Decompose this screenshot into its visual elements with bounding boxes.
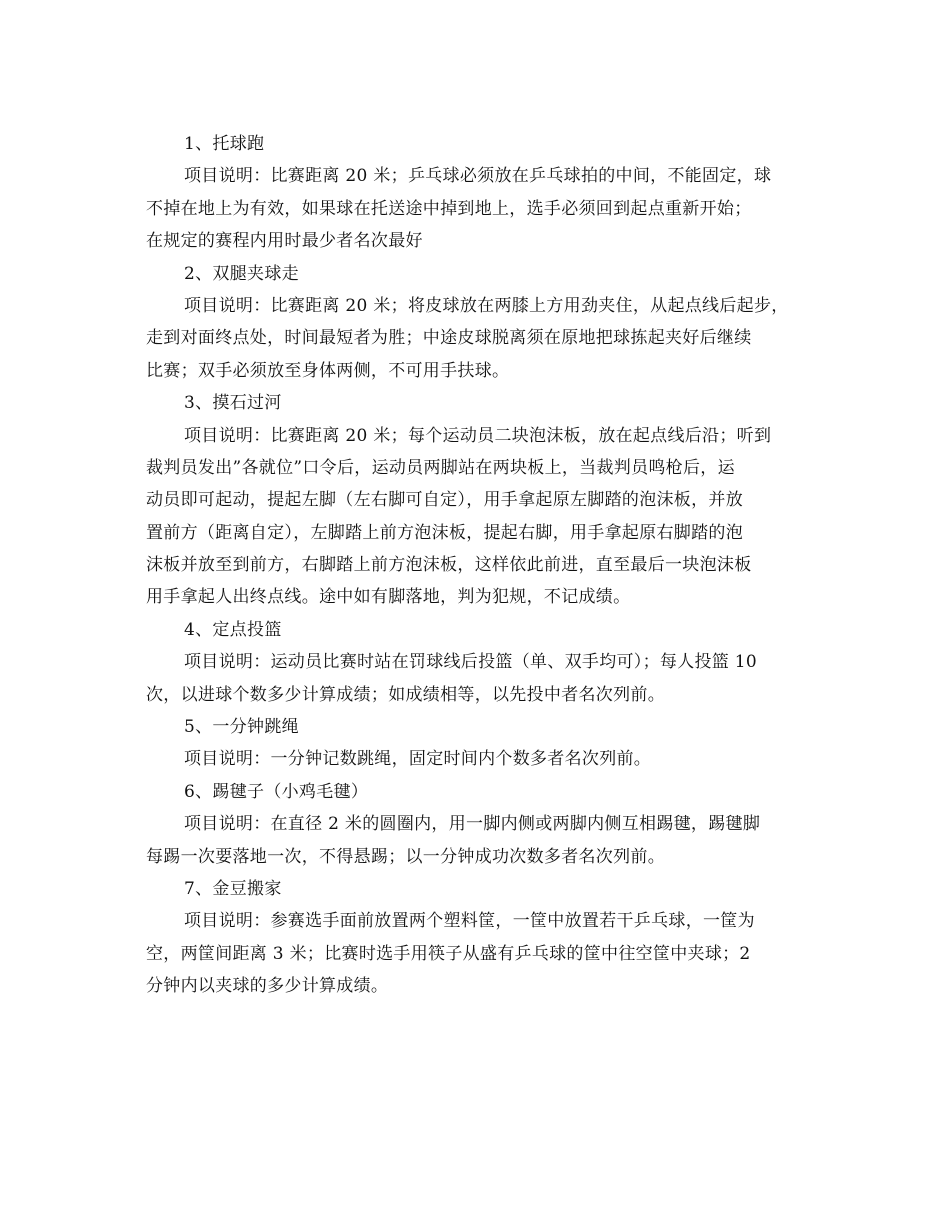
paragraph-line: 每踢一次要落地一次，不得悬踢；以一分钟成功次数多者名次列前。: [146, 846, 665, 867]
paragraph-line: 比赛；双手必须放至身体两侧，不可用手扶球。: [146, 360, 510, 381]
section-heading: 1、托球跑: [184, 134, 265, 154]
paragraph-line: 不掉在地上为有效，如果球在托送途中掉到地上，选手必须回到起点重新开始；: [146, 198, 752, 219]
paragraph-line: 置前方（距离自定），左脚踏上前方泡沫板，提起右脚，用手拿起原右脚踏的泡: [146, 522, 743, 543]
paragraph-line: 空，两筐间距离 3 米；比赛时选手用筷子从盛有乒乓球的筐中往空筐中夹球；2: [146, 943, 751, 964]
paragraph-line: 项目说明：参赛选手面前放置两个塑料筐，一筐中放置若干乒乓球，一筐为: [184, 911, 755, 932]
paragraph-line: 次，以进球个数多少计算成绩；如成绩相等，以先投中者名次列前。: [146, 684, 665, 705]
document-body: [146, 128, 808, 1003]
paragraph-line: 项目说明：比赛距离 20 米；将皮球放在两膝上方用劲夹住，从起点线后起步，: [184, 295, 789, 316]
section-heading: 5、一分钟跳绳: [184, 717, 299, 738]
section-heading: 6、踢毽子（小鸡毛毽）: [184, 781, 369, 802]
section-heading: 4、定点投篮: [184, 619, 282, 640]
section-heading: 3、摸石过河: [184, 393, 282, 414]
section-heading: 2、双腿夹球走: [184, 263, 299, 284]
paragraph-line: 在规定的赛程内用时最少者名次最好: [146, 231, 423, 252]
paragraph-line: 项目说明：比赛距离 20 米；每个运动员二块泡沫板，放在起点线后沿；听到: [184, 425, 772, 446]
paragraph-line: 走到对面终点处，时间最短者为胜；中途皮球脱离须在原地把球拣起夹好后继续: [146, 328, 752, 349]
paragraph-line: 项目说明：运动员比赛时站在罚球线后投篮（单、双手均可）；每人投篮 10: [184, 652, 758, 673]
paragraph-line: 项目说明：比赛距离 20 米；乒乓球必须放在乒乓球拍的中间，不能固定，球: [184, 166, 772, 187]
paragraph-line: 裁判员发出”各就位”口令后，运动员两脚站在两块板上，当裁判员鸣枪后，运: [146, 457, 735, 478]
paragraph-line: 动员即可起动，提起左脚（左右脚可自定），用手拿起原左脚踏的泡沫板，并放: [146, 490, 743, 511]
paragraph-line: 项目说明：一分钟记数跳绳，固定时间内个数多者名次列前。: [184, 749, 652, 770]
paragraph-line: 分钟内以夹球的多少计算成绩。: [146, 976, 389, 997]
section-heading: 7、金豆搬家: [184, 878, 282, 899]
paragraph-line: 项目说明：在直径 2 米的圆圈内，用一脚内侧或两脚内侧互相踢毽，踢毽脚: [184, 814, 761, 835]
paragraph-line: 沫板并放至到前方，右脚踏上前方泡沫板，这样依此前进，直至最后一块泡沫板: [146, 555, 752, 576]
paragraph-line: 用手拿起人出终点线。途中如有脚落地，判为犯规，不记成绩。: [146, 587, 631, 608]
